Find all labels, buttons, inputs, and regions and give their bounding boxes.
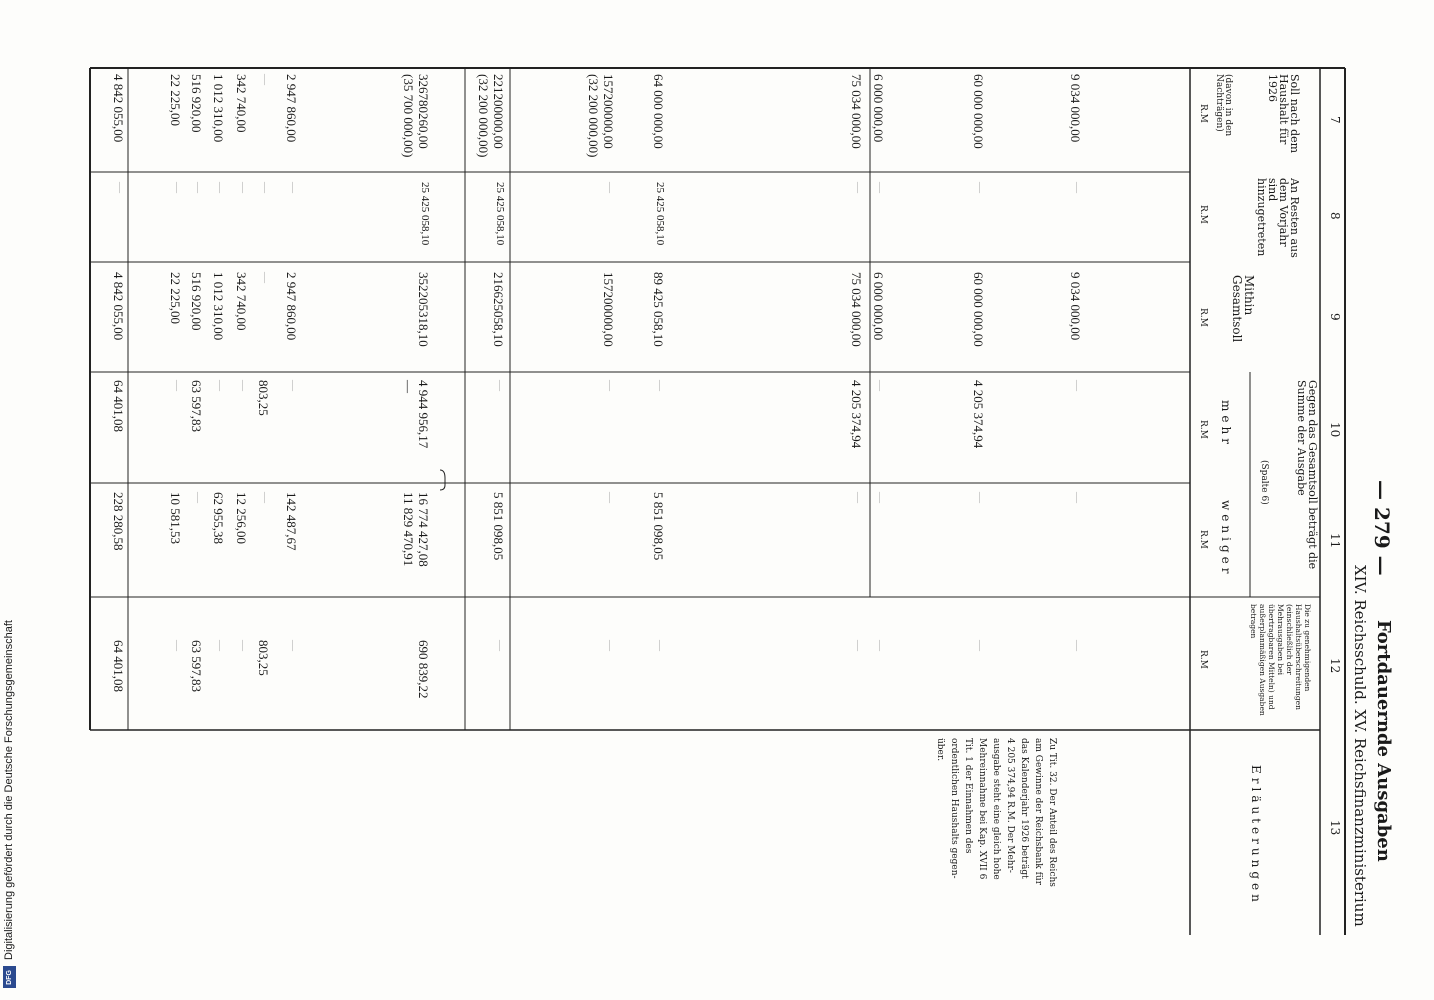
cell-row-14-c11: 10 581,53 xyxy=(168,492,183,544)
cell-row-13-c11: — xyxy=(192,492,204,503)
cell-row-2-c9: 60 000 000,00 xyxy=(971,272,986,347)
note-line-3: das Kalenderjahr 1926 beträgt xyxy=(1019,738,1029,879)
cell-row-10-c8: — xyxy=(259,182,271,193)
cell-row-7-c8: 25 425 058,10 xyxy=(494,182,506,246)
cell-row-15-c7: 4 842 055,00 xyxy=(111,74,126,143)
col-11-number: 11 xyxy=(1328,533,1342,549)
cell-row-2-c12: — xyxy=(974,640,986,651)
cell-row-13-c9: 516 920,00 xyxy=(189,272,204,331)
note-line-1: Zu Tit. 32. Der Anteil des Reichs xyxy=(1047,738,1057,887)
cell-row-11-c10: — xyxy=(237,380,249,391)
col-12-number: 12 xyxy=(1328,658,1342,674)
cell-row-10-c11: — xyxy=(259,492,271,503)
cell-row-14-c8: — xyxy=(171,182,183,193)
col-10-header: mehr xyxy=(1219,400,1233,448)
cell-row-4-c10: 4 205 374,94 xyxy=(849,380,864,449)
cell-row-3-c11: — xyxy=(874,492,886,503)
cell-row-15-c12: 64 401,08 xyxy=(111,640,126,692)
cell-row-7-c7b: (32 200 000,00) xyxy=(476,74,491,158)
cell-row-9-c10: — xyxy=(287,380,299,391)
cell-row-15-c11: 228 280,58 xyxy=(111,492,126,551)
cell-row-8-c11b: 11 829 470,91 xyxy=(401,492,416,567)
cell-row-6-c9: 157200000,00 xyxy=(601,272,616,347)
cell-row-15-c9: 4 842 055,00 xyxy=(111,272,126,341)
col-12-unit: R.M xyxy=(1198,650,1208,669)
cell-row-2-c8: — xyxy=(974,182,986,193)
col-10-11-header: Gegen das Gesamtsoll beträgt die Summe der Ausgabe xyxy=(1295,380,1319,570)
cell-row-9-c11: 142 487,67 xyxy=(284,492,299,551)
cell-row-9-c8: — xyxy=(287,182,299,193)
cell-row-4-c7: 75 034 000,00 xyxy=(849,74,864,149)
cell-row-15-c10: 64 401,08 xyxy=(111,380,126,432)
cell-row-6-c10: — xyxy=(604,380,616,391)
cell-row-3-c10: — xyxy=(874,380,886,391)
cell-row-8-c11: 16 774 427,08 xyxy=(416,492,431,567)
col-8-header: An Resten aus dem Vorjahr sind hinzugetreten xyxy=(1255,178,1301,258)
cell-row-12-c11: 62 955,38 xyxy=(211,492,226,544)
cell-row-9-c12: — xyxy=(287,640,299,651)
cell-row-12-c12: — xyxy=(214,640,226,651)
page-title: Fortdauernde Ausgaben xyxy=(1373,620,1394,862)
cell-row-5-c12: — xyxy=(654,640,666,651)
cell-row-14-c7: 22 225,00 xyxy=(168,74,183,126)
cell-row-12-c10: — xyxy=(214,380,226,391)
cell-row-11-c8: — xyxy=(237,182,249,193)
cell-row-6-c11: — xyxy=(604,492,616,503)
cell-row-14-c9: 22 225,00 xyxy=(168,272,183,324)
cell-row-11-c12: — xyxy=(237,640,249,651)
cell-row-13-c12: 63 597,83 xyxy=(189,640,204,692)
cell-row-14-c10: — xyxy=(171,380,183,391)
note-line-2: am Gewinne der Reichsbank für xyxy=(1033,738,1043,885)
note-line-6: Mehreinnahme bei Kap. XVII 6 xyxy=(977,738,987,880)
cell-row-4-c11: — xyxy=(852,492,864,503)
cell-row-7-c10: — xyxy=(494,380,506,391)
cell-row-2-c11: — xyxy=(974,492,986,503)
cell-row-5-c7: 64 000 000,00 xyxy=(651,74,666,149)
col-7-unit: R.M xyxy=(1198,104,1208,123)
cell-row-12-c9: 1 012 310,00 xyxy=(211,272,226,341)
cell-row-13-c8: — xyxy=(192,182,204,193)
col-11-header: weniger xyxy=(1219,500,1233,578)
cell-row-14-c12: — xyxy=(171,640,183,651)
col-9-header: Mithin Gesamtsoll xyxy=(1230,275,1256,343)
note-line-8: ordentlichen Haushalts gegen- xyxy=(949,738,959,879)
cell-row-6-c7: 157200000,00 xyxy=(601,74,616,149)
cell-row-10-c7: — xyxy=(259,74,271,85)
cell-row-3-c12: — xyxy=(874,640,886,651)
cell-row-9-c9: 2 947 860,00 xyxy=(284,272,299,341)
cell-row-3-c9: 6 000 000,00 xyxy=(871,272,886,341)
cell-row-12-c8: — xyxy=(214,182,226,193)
col-11-unit: R.M xyxy=(1198,530,1208,549)
col-10-11-note: (Spalte 6) xyxy=(1259,460,1269,505)
cell-row-8-c7: 326780260,00 xyxy=(416,74,431,149)
note-line-9: über. xyxy=(935,738,945,762)
cell-row-2-c7: 60 000 000,00 xyxy=(971,74,986,149)
cell-row-10-c10: 803,25 xyxy=(256,380,271,416)
cell-row-6-c8: — xyxy=(604,182,616,193)
cell-row-4-c12: — xyxy=(852,640,864,651)
cell-row-2-c10: 4 205 374,94 xyxy=(971,380,986,449)
cell-row-1-c7: 9 034 000,00 xyxy=(1068,74,1083,143)
cell-row-3-c8: — xyxy=(874,182,886,193)
page-number: — 279 — xyxy=(1370,480,1394,576)
dfg-logo: DFG xyxy=(3,966,16,988)
col-8-number: 8 xyxy=(1328,212,1342,220)
cell-row-13-c10: 63 597,83 xyxy=(189,380,204,432)
col-7-note: (davon in den Nachträgen) xyxy=(1214,74,1233,137)
cell-row-4-c9: 75 034 000,00 xyxy=(849,272,864,347)
cell-row-9-c7: 2 947 860,00 xyxy=(284,74,299,143)
cell-row-11-c7: 342 740,00 xyxy=(234,74,249,133)
cell-row-10-c12: 803,25 xyxy=(256,640,271,676)
cell-row-7-c11: 5 851 098,05 xyxy=(491,492,506,561)
cell-row-6-c7b: (32 200 000,00) xyxy=(586,74,601,158)
note-line-5: ausgabe steht eine gleich hohe xyxy=(991,738,1001,880)
cell-row-1-c11: — xyxy=(1071,492,1083,503)
page-subtitle: XIV. Reichsschuld. XV. Reichsfinanzministerium xyxy=(1351,565,1369,927)
cell-row-11-c11: 12 256,00 xyxy=(234,492,249,544)
cell-row-8-c8: 25 425 058,10 xyxy=(419,182,431,246)
cell-row-1-c9: 9 034 000,00 xyxy=(1068,272,1083,341)
cell-row-8-c10b: — xyxy=(401,380,416,393)
cell-row-7-c9: 216625058,10 xyxy=(491,272,506,347)
cell-row-8-c10: 4 944 956,17 xyxy=(416,380,431,449)
cell-row-8-c7b: (35 700 000,00) xyxy=(401,74,416,158)
col-12-header: Die zu genehmigenden Haushaltsüberschreitungen (einschließlich der Mehrausgaben bei übertragbaren Mitteln) und außerplanmäßigen Ausgaben betragen xyxy=(1249,604,1312,716)
cell-row-10-c9: — xyxy=(259,272,271,283)
cell-row-4-c8: — xyxy=(852,182,864,193)
digitization-credit: Digitalisierung gefördert durch die Deutsche Forschungsgemeinschaft xyxy=(3,620,15,960)
cell-row-13-c7: 516 920,00 xyxy=(189,74,204,133)
col-13-number: 13 xyxy=(1328,820,1342,836)
col-10-unit: R.M xyxy=(1198,420,1208,439)
cell-row-3-c7: 6 000 000,00 xyxy=(871,74,886,143)
col-7-number: 7 xyxy=(1328,116,1342,124)
col-8-unit: R.M xyxy=(1198,205,1208,224)
col-7-header: Soll nach dem Haushalt für 1926 xyxy=(1266,74,1301,154)
cell-row-8-c12: 690 839,22 xyxy=(416,640,431,699)
col-10-number: 10 xyxy=(1328,422,1342,438)
col-13-header: Erläuterungen xyxy=(1249,765,1263,906)
cell-row-5-c11: 5 851 098,05 xyxy=(651,492,666,561)
col-9-unit: R.M xyxy=(1198,308,1208,327)
cell-row-12-c7: 1 012 310,00 xyxy=(211,74,226,143)
cell-row-11-c9: 342 740,00 xyxy=(234,272,249,331)
note-line-4: 4 205 374,94 R.M. Der Mehr- xyxy=(1005,738,1015,873)
cell-row-1-c12: — xyxy=(1071,640,1083,651)
cell-row-5-c10: — xyxy=(654,380,666,391)
cell-row-15-c8: — xyxy=(114,182,126,193)
cell-row-7-c12: — xyxy=(494,640,506,651)
col-9-number: 9 xyxy=(1328,313,1342,321)
cell-row-7-c7: 221200000,00 xyxy=(491,74,506,149)
cell-row-5-c9: 89 425 058,10 xyxy=(651,272,666,347)
cell-row-5-c8: 25 425 058,10 xyxy=(654,182,666,246)
cell-row-1-c10: — xyxy=(1071,380,1083,391)
cell-row-6-c12: — xyxy=(604,640,616,651)
cell-row-1-c8: — xyxy=(1071,182,1083,193)
cell-row-8-c9: 352205318,10 xyxy=(416,272,431,347)
note-line-7: Tit. 1 der Einnahmen des xyxy=(963,738,973,854)
